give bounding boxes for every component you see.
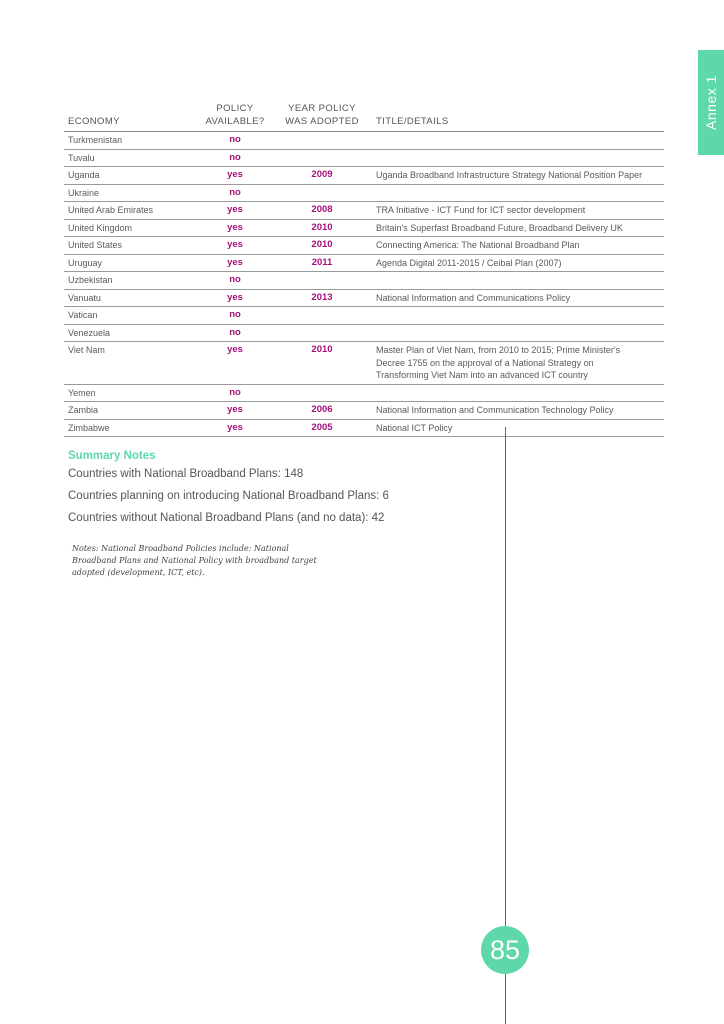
year-adopted-cell: 2010 bbox=[272, 342, 372, 385]
header-economy: ECONOMY bbox=[64, 102, 198, 132]
table-row bbox=[64, 202, 664, 220]
title-details-cell: Connecting America: The National Broadband Plan bbox=[372, 237, 664, 255]
year-adopted-cell bbox=[272, 272, 372, 290]
economy-cell: Zambia bbox=[64, 402, 198, 420]
title-details-cell: National Information and Communication Technology Policy bbox=[372, 402, 664, 420]
summary-line-without-plans: Countries without National Broadband Plans (and no data): 42 bbox=[68, 512, 385, 524]
economy-cell: Tuvalu bbox=[64, 149, 198, 167]
economy-cell: Vanuatu bbox=[64, 289, 198, 307]
policy-available-cell: yes bbox=[198, 289, 272, 307]
table-row bbox=[64, 324, 664, 342]
table-row bbox=[64, 149, 664, 167]
summary-notes-title: Summary Notes bbox=[68, 450, 156, 462]
title-details-cell: Master Plan of Viet Nam, from 2010 to 2015; Prime Minister's Decree 1755 on the approval of a National Strategy on Transforming Viet Nam into an advanced ICT country bbox=[372, 342, 664, 385]
table-row bbox=[64, 272, 664, 290]
table-header-row bbox=[64, 102, 664, 132]
economy-cell: Viet Nam bbox=[64, 342, 198, 385]
header-title-details: TITLE/DETAILS bbox=[372, 102, 664, 132]
policy-available-cell: no bbox=[198, 272, 272, 290]
year-adopted-cell: 2005 bbox=[272, 419, 372, 437]
policy-available-cell: yes bbox=[198, 167, 272, 185]
policy-available-cell: no bbox=[198, 384, 272, 402]
title-details-cell: Uganda Broadband Infrastructure Strategy National Position Paper bbox=[372, 167, 664, 185]
title-details-cell bbox=[372, 184, 664, 202]
economy-cell: Uzbekistan bbox=[64, 272, 198, 290]
economy-cell: Zimbabwe bbox=[64, 419, 198, 437]
year-adopted-cell: 2013 bbox=[272, 289, 372, 307]
table-row bbox=[64, 237, 664, 255]
economy-cell: United States bbox=[64, 237, 198, 255]
table-row bbox=[64, 289, 664, 307]
table-row bbox=[64, 342, 664, 385]
year-adopted-cell: 2011 bbox=[272, 254, 372, 272]
year-adopted-cell bbox=[272, 307, 372, 325]
policy-available-cell: yes bbox=[198, 202, 272, 220]
header-policy-available: POLICY AVAILABLE? bbox=[198, 102, 272, 132]
table-row bbox=[64, 132, 664, 150]
economy-cell: United Kingdom bbox=[64, 219, 198, 237]
year-adopted-cell: 2010 bbox=[272, 219, 372, 237]
policy-available-cell: no bbox=[198, 184, 272, 202]
title-details-cell bbox=[372, 132, 664, 150]
broadband-policy-table bbox=[64, 102, 664, 437]
year-adopted-cell: 2010 bbox=[272, 237, 372, 255]
title-details-cell bbox=[372, 384, 664, 402]
year-adopted-cell bbox=[272, 384, 372, 402]
policy-available-cell: yes bbox=[198, 342, 272, 385]
policy-available-cell: yes bbox=[198, 237, 272, 255]
year-adopted-cell bbox=[272, 184, 372, 202]
table-row bbox=[64, 384, 664, 402]
title-details-cell: Britain's Superfast Broadband Future, Broadband Delivery UK bbox=[372, 219, 664, 237]
year-adopted-cell bbox=[272, 149, 372, 167]
table-row bbox=[64, 419, 664, 437]
title-details-cell bbox=[372, 149, 664, 167]
policy-available-cell: yes bbox=[198, 254, 272, 272]
policy-available-cell: no bbox=[198, 307, 272, 325]
table-row bbox=[64, 254, 664, 272]
year-adopted-cell bbox=[272, 324, 372, 342]
title-details-cell: TRA Initiative - ICT Fund for ICT sector development bbox=[372, 202, 664, 220]
header-year-adopted: YEAR POLICY WAS ADOPTED bbox=[272, 102, 372, 132]
year-adopted-cell bbox=[272, 132, 372, 150]
economy-cell: Vatican bbox=[64, 307, 198, 325]
economy-cell: Venezuela bbox=[64, 324, 198, 342]
economy-cell: Yemen bbox=[64, 384, 198, 402]
table-row bbox=[64, 219, 664, 237]
policy-available-cell: yes bbox=[198, 219, 272, 237]
year-adopted-cell: 2009 bbox=[272, 167, 372, 185]
summary-line-planning: Countries planning on introducing National Broadband Plans: 6 bbox=[68, 490, 389, 502]
title-details-cell: National ICT Policy bbox=[372, 419, 664, 437]
economy-cell: Uganda bbox=[64, 167, 198, 185]
economy-cell: Uruguay bbox=[64, 254, 198, 272]
table-row bbox=[64, 167, 664, 185]
annex-label: Annex 1 bbox=[703, 75, 719, 130]
policy-available-cell: no bbox=[198, 149, 272, 167]
title-details-cell: Agenda Digital 2011-2015 / Ceibal Plan (2007) bbox=[372, 254, 664, 272]
economy-cell: Turkmenistan bbox=[64, 132, 198, 150]
year-adopted-cell: 2008 bbox=[272, 202, 372, 220]
policy-available-cell: no bbox=[198, 132, 272, 150]
title-details-cell bbox=[372, 324, 664, 342]
title-details-cell bbox=[372, 272, 664, 290]
policy-available-cell: yes bbox=[198, 419, 272, 437]
year-adopted-cell: 2006 bbox=[272, 402, 372, 420]
table-row bbox=[64, 307, 664, 325]
annex-side-tab bbox=[698, 50, 724, 155]
title-details-cell bbox=[372, 307, 664, 325]
table-row bbox=[64, 184, 664, 202]
policy-available-cell: no bbox=[198, 324, 272, 342]
policy-available-cell: yes bbox=[198, 402, 272, 420]
table-row bbox=[64, 402, 664, 420]
economy-cell: United Arab Emirates bbox=[64, 202, 198, 220]
summary-line-with-plans: Countries with National Broadband Plans: 148 bbox=[68, 468, 304, 480]
page-number-badge: 85 bbox=[481, 926, 529, 974]
title-details-cell: National Information and Communications Policy bbox=[372, 289, 664, 307]
economy-cell: Ukraine bbox=[64, 184, 198, 202]
footnote-notes: Notes: National Broadband Policies include: National Broadband Plans and National Policy with broadband target adopted (development, ICT, etc). bbox=[72, 544, 317, 577]
